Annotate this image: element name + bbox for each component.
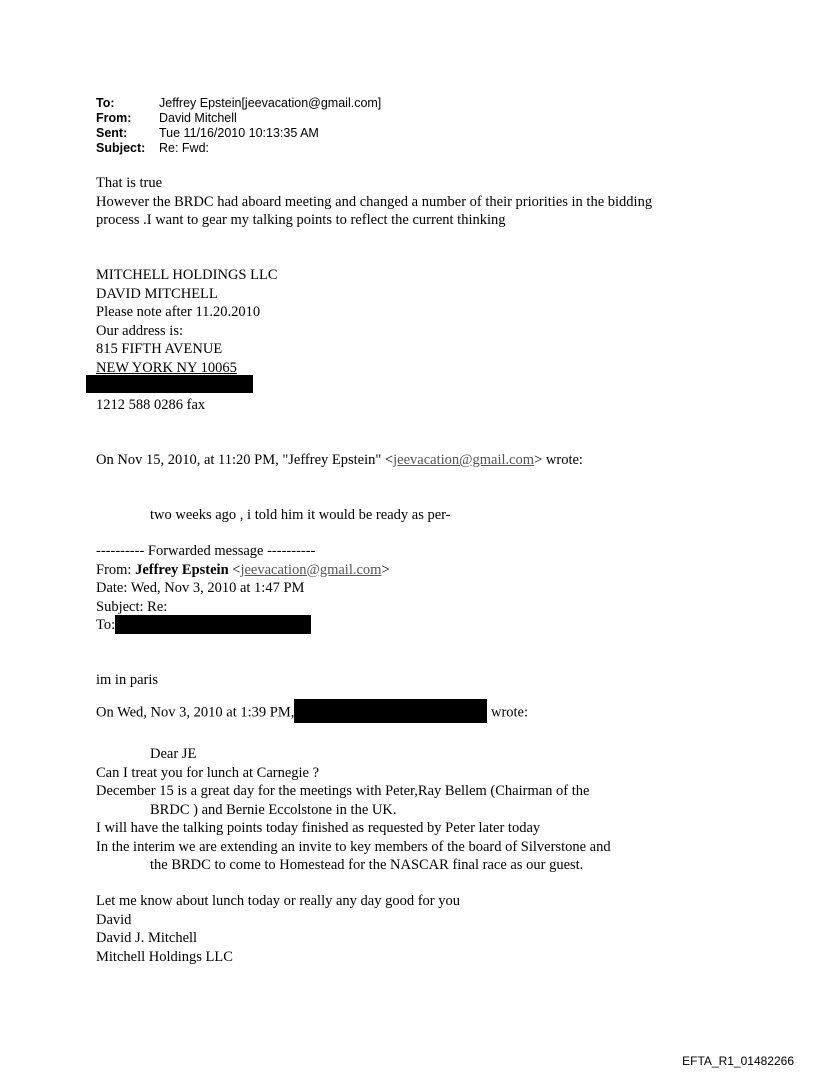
- forwarded-to-label: To:: [96, 617, 116, 633]
- redaction-box: [86, 375, 253, 393]
- original-line: BRDC ) and Bernie Eccolstone in the UK.: [150, 801, 397, 818]
- original-closing: [96, 892, 460, 966]
- header-from-row: [96, 111, 381, 126]
- header-sent-value: Tue 11/16/2010 10:13:35 AM: [159, 126, 319, 140]
- forwarded-block: [96, 542, 390, 635]
- original-line: In the interim we are extending an invite to key members of the board of Silverstone and: [96, 838, 611, 855]
- forwarded-date: Date: Wed, Nov 3, 2010 at 1:47 PM: [96, 580, 305, 596]
- email-header: [96, 96, 381, 156]
- quote-message-1: two weeks ago , i told him it would be ready as per-: [150, 507, 451, 523]
- signature-line: 815 FIFTH AVENUE: [96, 341, 223, 357]
- forwarded-from-text: <: [228, 561, 241, 578]
- original-line: Let me know about lunch today or really any day good for you: [96, 893, 461, 909]
- signature-line: Please note after 11.20.2010: [96, 304, 261, 320]
- quote-intro-text: On Nov 15, 2010, at 11:20 PM, "Jeffrey Epstein" <: [96, 452, 394, 468]
- header-subject-row: [96, 141, 381, 156]
- document-id: EFTA_R1_01482266: [682, 1054, 794, 1068]
- reply-line: process .I want to gear my talking points to reflect the current thinking: [96, 212, 506, 228]
- forwarded-subject: Subject: Re:: [96, 598, 168, 615]
- original-signature: Mitchell Holdings LLC: [96, 948, 233, 965]
- email-link[interactable]: jeevacation@gmail.com: [240, 561, 382, 578]
- signature-block: [96, 266, 278, 377]
- paris-line: im in paris: [96, 672, 159, 688]
- quote-intro-2: [96, 703, 528, 723]
- signature-line: MITCHELL HOLDINGS LLC: [96, 267, 278, 283]
- forwarded-from-name: Jeffrey Epstein: [135, 561, 229, 578]
- original-line: December 15 is a great day for the meetings with Peter,Ray Bellem (Chairman of the: [96, 783, 590, 799]
- original-message: [96, 745, 611, 875]
- quote-intro-text: On Wed, Nov 3, 2010 at 1:39 PM,: [96, 704, 295, 721]
- signature-line: DAVID MITCHELL: [96, 285, 218, 302]
- quote-intro-1: [96, 451, 583, 470]
- header-to-label: To:: [96, 96, 115, 110]
- original-greeting: Dear JE: [150, 746, 197, 762]
- reply-line: That is true: [96, 175, 163, 191]
- header-subject-label: Subject:: [96, 141, 146, 155]
- reply-line: However the BRDC had aboard meeting and changed a number of their priorities in the bidding: [96, 193, 653, 210]
- forwarded-from-label: From:: [96, 561, 136, 578]
- header-sent-row: [96, 126, 381, 141]
- header-to-row: [96, 96, 381, 111]
- original-signature: David: [96, 911, 132, 928]
- forwarded-from: [96, 561, 390, 580]
- original-line: Can I treat you for lunch at Carnegie ?: [96, 764, 320, 781]
- signature-fax: 1212 588 0286 fax: [96, 397, 206, 413]
- original-line: the BRDC to come to Homestead for the NASCAR final race as our guest.: [150, 857, 584, 873]
- redaction-box: [294, 699, 487, 723]
- original-line: I will have the talking points today finished as requested by Peter later today: [96, 820, 541, 836]
- forwarded-to: [96, 616, 390, 635]
- signature-line: Our address is:: [96, 322, 183, 339]
- reply-body: [96, 174, 652, 230]
- header-subject-value: Re: Fwd:: [159, 141, 210, 155]
- quote-intro-text: wrote:: [490, 704, 529, 721]
- forwarded-from-text: >: [381, 561, 390, 578]
- header-from-label: From:: [96, 111, 132, 125]
- header-sent-label: Sent:: [96, 126, 128, 140]
- quote-intro-text: > wrote:: [534, 452, 583, 468]
- header-to-value: Jeffrey Epstein[jeevacation@gmail.com]: [159, 96, 382, 110]
- email-link[interactable]: jeevacation@gmail.com: [393, 452, 535, 468]
- redaction-box: [115, 615, 311, 634]
- original-signature: David J. Mitchell: [96, 930, 198, 946]
- forwarded-divider: ---------- Forwarded message ----------: [96, 543, 316, 559]
- header-from-value: David Mitchell: [159, 111, 237, 125]
- signature-line: NEW YORK NY 10065: [96, 359, 237, 376]
